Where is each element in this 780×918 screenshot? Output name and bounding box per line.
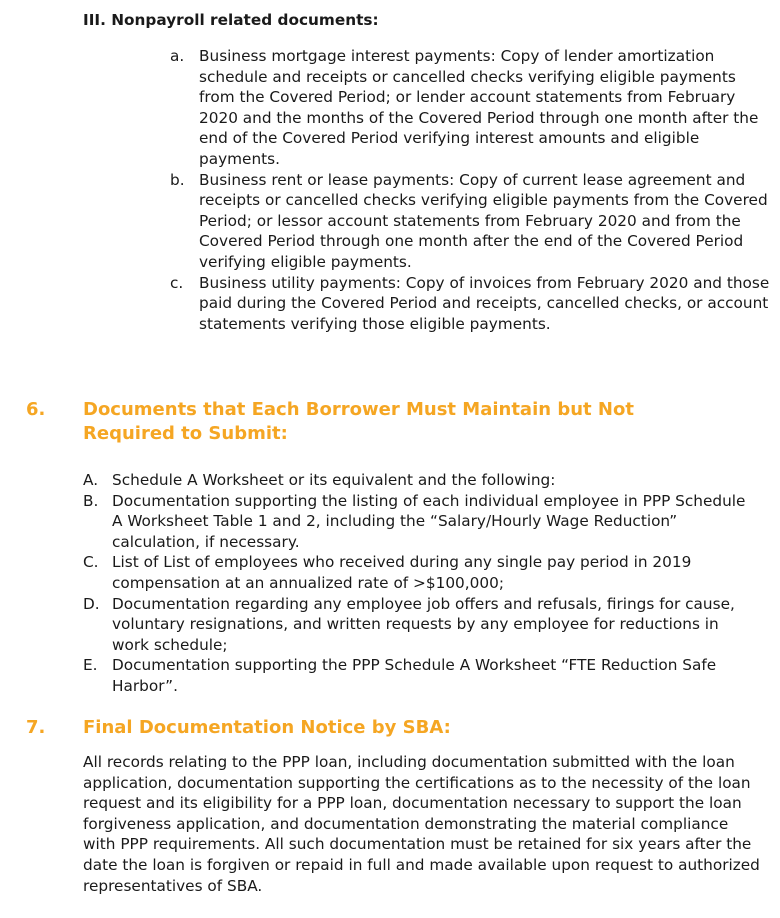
section-7-number: 7.: [26, 717, 46, 738]
list-marker: E.: [83, 656, 98, 675]
maintain-documents-list: [83, 470, 753, 697]
list-item: [83, 655, 753, 696]
list-item: [83, 491, 753, 553]
list-item: [170, 170, 770, 273]
list-item: [83, 594, 753, 656]
section-7-paragraph: All records relating to the PPP loan, including documentation submitted with the loan application, documentation supporting the certifications as to the necessity of the loan request and its eligibility for a PPP loan, documentation necessary to support the loan forgiveness application, and documentation demonstrating the material compliance with PPP requirements. All such documentation must be retained for six years after the date the loan is forgiven or repaid in full and made available upon request to authorized representatives of SBA.: [83, 753, 760, 895]
list-item-text: Documentation supporting the listing of each individual employee in PPP Schedule A Worksheet Table 1 and 2, including the “Salary/Hourly Wage Reduction” calculation, if necessary.: [112, 491, 746, 551]
section-6-number: 6.: [26, 399, 46, 420]
list-item: [83, 552, 753, 593]
list-marker: B.: [83, 491, 99, 510]
list-item-text: Business utility payments: Copy of invoices from February 2020 and those paid during the Covered Period and receipts, cancelled checks, or account statements verifying those eligible payments.: [199, 273, 770, 333]
list-item-text: Business mortgage interest payments: Copy of lender amortization schedule and receipts or cancelled checks verifying eligible payments from the Covered Period; or lender account statements from February 2020 and the months of the Covered Period through one month after the end of the Covered Period verifying interest amounts and eligible payments.: [199, 47, 759, 168]
list-marker: a.: [170, 47, 185, 65]
nonpayroll-documents-list: [170, 46, 770, 334]
section-iii-heading: III. Nonpayroll related documents:: [83, 11, 379, 29]
section-7-title: Final Documentation Notice by SBA:: [83, 717, 451, 738]
list-marker: b.: [170, 170, 185, 189]
list-marker: c.: [170, 273, 184, 292]
list-marker: C.: [83, 553, 99, 572]
list-item: [170, 46, 770, 170]
list-item: [83, 470, 753, 491]
list-item-text: Documentation supporting the PPP Schedule A Worksheet “FTE Reduction Safe Harbor”.: [112, 656, 717, 695]
section-6-title: Documents that Each Borrower Must Maintain but Not Required to Submit:: [83, 399, 634, 444]
list-item: [170, 273, 770, 335]
list-item-text: Business rent or lease payments: Copy of current lease agreement and receipts or cancelled checks verifying eligible payments from the Covered Period; or lessor account statements from February 2020 and from the Covered Period through one month after the end of the Covered Period verifying eligible payments.: [199, 170, 768, 271]
list-item-text: Documentation regarding any employee job offers and refusals, firings for cause, voluntary resignations, and written requests by any employee for reductions in work schedule;: [112, 594, 735, 654]
list-item-text: List of List of employees who received during any single pay period in 2019 compensation at an annualized rate of >$100,000;: [112, 553, 692, 592]
list-marker: D.: [83, 594, 100, 613]
list-item-text: Schedule A Worksheet or its equivalent and the following:: [112, 471, 556, 489]
list-marker: A.: [83, 471, 99, 489]
